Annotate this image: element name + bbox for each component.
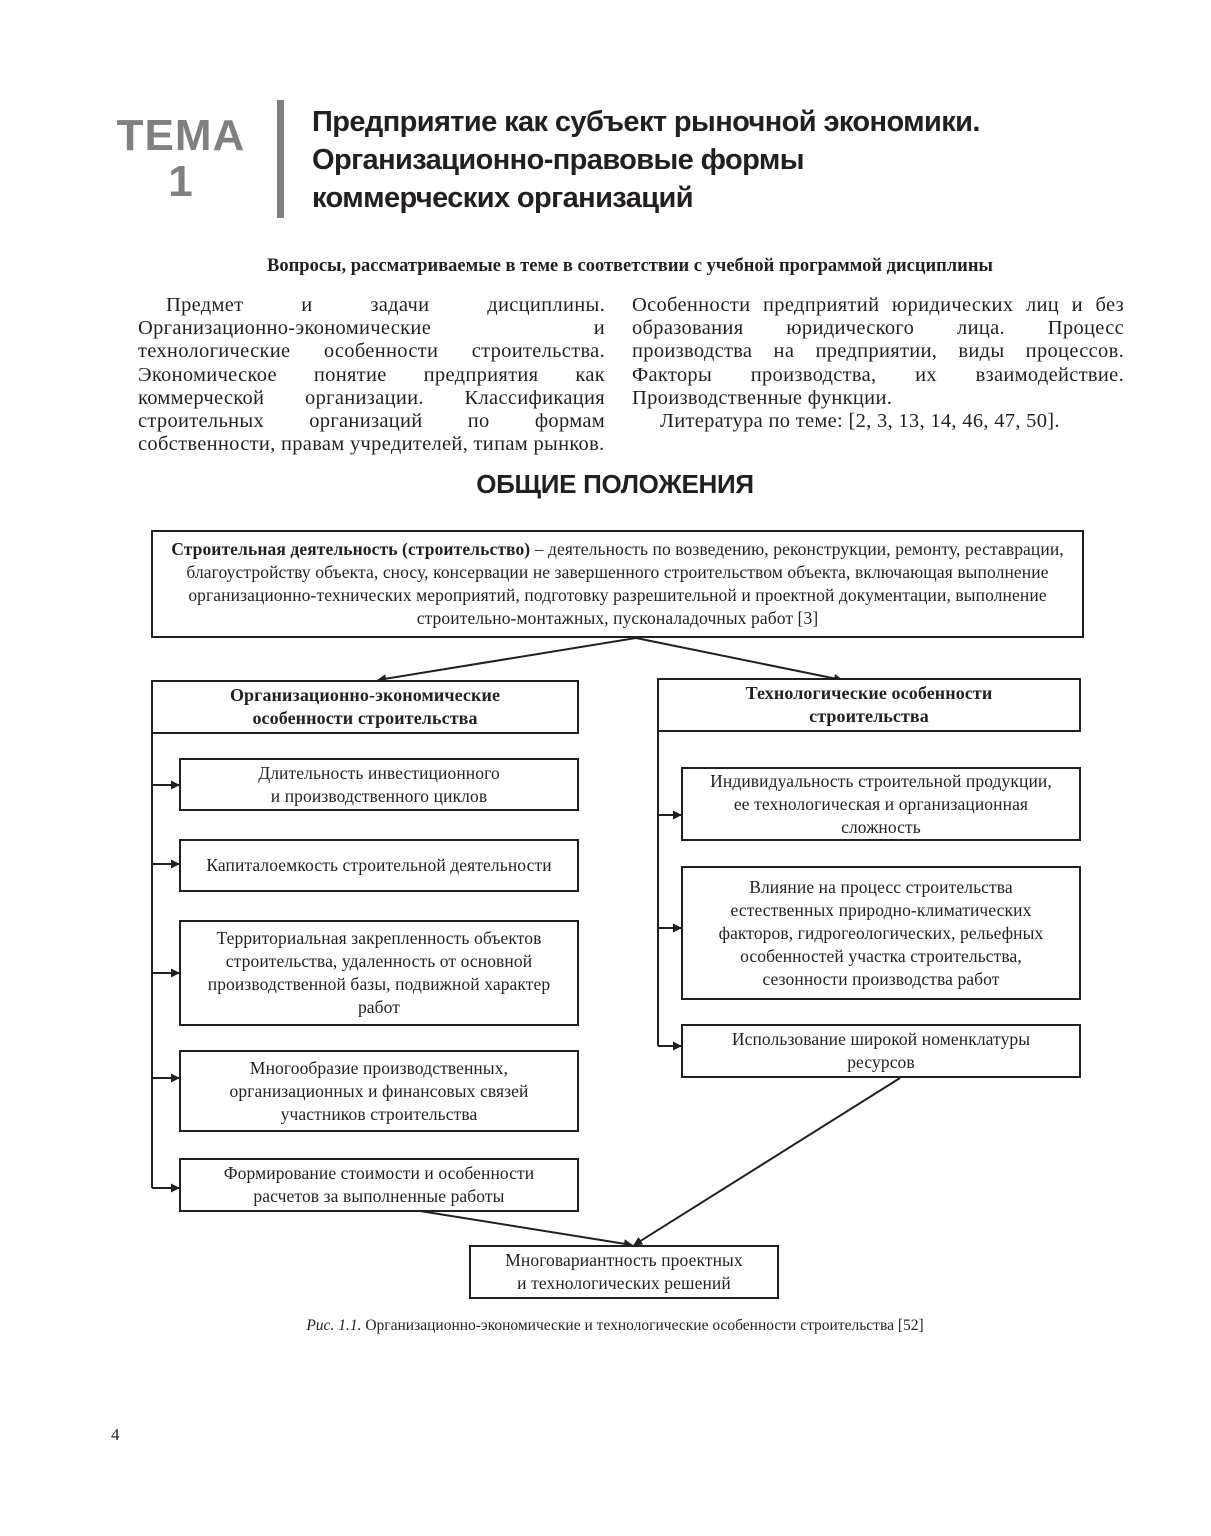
definition-term: Строительная деятельность (строительство) xyxy=(171,539,531,559)
chapter-title-line: Предприятие как субъект рыночной экономики. xyxy=(312,106,980,138)
technological-heading-line: Технологические особенности xyxy=(745,683,993,703)
technological-heading-line: строительства xyxy=(809,706,929,726)
questions-left-column xyxy=(138,294,605,456)
questions-heading: Вопросы, рассматриваемые в теме в соответствии с учебной программой дисциплины xyxy=(267,256,993,276)
org-economic-heading-line: Организационно-экономические xyxy=(229,685,501,705)
left-item-line: производственной базы, подвижной характер xyxy=(207,974,551,994)
left-item-line: участников строительства xyxy=(280,1103,478,1124)
section-heading: ОБЩИЕ ПОЛОЖЕНИЯ xyxy=(476,469,754,499)
left-item-box xyxy=(179,839,579,892)
page-number: 4 xyxy=(111,1425,120,1444)
right-item-line: факторов, гидрогеологических, рельефных xyxy=(718,922,1044,943)
result-line: Многовариантность проектных xyxy=(505,1250,743,1270)
left-item-line: Формирование стоимости и особенности xyxy=(223,1163,535,1183)
questions-left-text: Предмет и задачи дисциплины. Организационно-экономические и технологические особенности строительства. Экономическое понятие предприятия как коммерческой организации. Классификация строительных организаций по формам собственности, правам учредителей, типам рынков. xyxy=(138,294,605,456)
figure-caption-text: Организационно-экономические и технологические особенности строительства [52] xyxy=(361,1317,924,1334)
technological-heading-box xyxy=(657,678,1081,732)
questions-right-column xyxy=(632,294,1124,433)
right-item-line: ее технологическая и организационная xyxy=(733,793,1029,814)
right-item-line: сезонности производства работ xyxy=(762,968,1000,989)
definition-box xyxy=(151,530,1084,638)
result-box xyxy=(469,1245,779,1299)
right-item-box xyxy=(681,866,1081,1000)
chapter-title-line: коммерческих организаций xyxy=(312,182,693,214)
topic-label xyxy=(110,113,252,205)
header-divider xyxy=(277,100,284,218)
right-item-line: сложность xyxy=(841,816,921,837)
questions-right-text: Особенности предприятий юридических лиц и без образования юридического лица. Процесс производства на предприятии, виды процессов. Факторы производства, их взаимодействие. Производственные функции. xyxy=(632,294,1124,409)
result-line: и технологических решений xyxy=(517,1273,731,1293)
left-item-line: Длительность инвестиционного xyxy=(258,762,500,783)
right-item-box xyxy=(681,767,1081,841)
figure-label: Рис. 1.1. xyxy=(306,1317,362,1334)
topic-word: ТЕМА xyxy=(116,111,246,160)
right-item-line: Влияние на процесс строительства xyxy=(749,876,1013,897)
right-item-box xyxy=(681,1024,1081,1078)
left-item-box xyxy=(179,1050,579,1132)
literature-reference: Литература по теме: [2, 3, 13, 14, 46, 47, 50]. xyxy=(660,410,1060,433)
right-item-line: естественных природно-климатических xyxy=(730,899,1032,920)
left-item-line: и производственного циклов xyxy=(270,785,488,806)
right-item-line: ресурсов xyxy=(847,1052,915,1072)
left-item-line: строительства, удаленность от основной xyxy=(225,951,533,971)
left-item-line: Территориальная закрепленность объектов xyxy=(216,928,542,948)
left-item-box xyxy=(179,1158,579,1212)
left-item-box xyxy=(179,920,579,1026)
left-item-line: расчетов за выполненные работы xyxy=(253,1186,505,1206)
left-item-line: Многообразие производственных, xyxy=(249,1057,509,1078)
chapter-title xyxy=(312,103,1092,217)
org-economic-heading-box xyxy=(151,680,579,734)
chapter-title-line: Организационно-правовые формы xyxy=(312,144,804,176)
left-item-line: работ xyxy=(357,997,401,1017)
right-item-line: особенностей участка строительства, xyxy=(740,945,1022,966)
topic-number: 1 xyxy=(168,157,194,206)
left-item-line: Капиталоемкость строительной деятельности xyxy=(206,855,552,875)
left-item-line: организационных и финансовых связей xyxy=(229,1080,529,1101)
right-item-line: Индивидуальность строительной продукции, xyxy=(710,770,1052,791)
left-item-box xyxy=(179,758,579,811)
definition-text: – деятельность по возведению, реконструкции, ремонту, реставрации, благоустройству объекта, сносу, консервации не завершенного строительством объекта, включающая выполнение организационно-технических мероприятий, подготовку разрешительной и проектной документации, выполнение строительно-монтажных, пусконаладочных работ [3] xyxy=(186,539,1064,628)
figure-caption xyxy=(180,1316,1050,1336)
org-economic-heading-line: особенности строительства xyxy=(252,708,478,728)
right-item-line: Использование широкой номенклатуры xyxy=(731,1029,1031,1049)
